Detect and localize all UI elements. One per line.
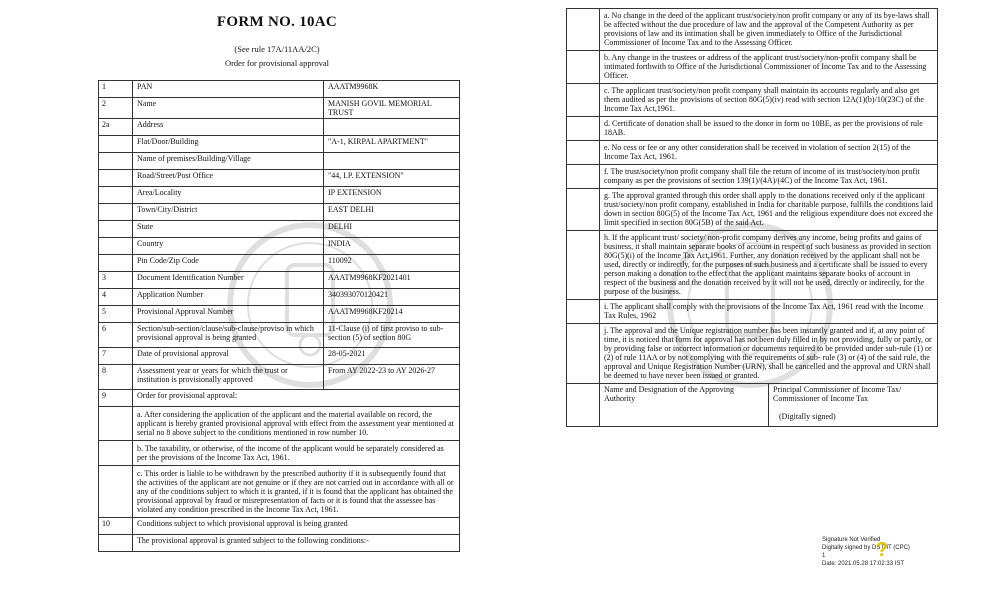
row-number xyxy=(99,170,133,187)
row-number-blank xyxy=(99,407,133,441)
rule-reference: (See rule 17A/11AA/2C) xyxy=(234,44,320,54)
row-value: 11-Clause (i) of first proviso to sub-section (5) of section 80G xyxy=(324,323,460,348)
row-number-blank xyxy=(99,441,133,466)
table-row xyxy=(567,141,938,165)
signature-line: 1 xyxy=(822,553,826,559)
row-number-blank xyxy=(567,117,600,141)
row-label: Name xyxy=(133,98,324,119)
row-label: Date of provisional approval xyxy=(133,348,324,365)
condition-item: e. No cess or fee or any other consideration shall be received in violation of section 2(15) of the Income Tax Act, 1961. xyxy=(600,141,938,165)
table-row xyxy=(567,51,938,84)
table-row xyxy=(99,323,460,348)
table-row xyxy=(99,407,460,441)
condition-item: j. The approval and the Unique registration number has been instantly granted and if, at any point of time, it is noticed that form for approval has not been duly filled in by not providing, fully or partly, or by providing false or incorrect information or documents required to be provided under sub-rule (1) or (2) of rule 11AA or by not complying with the requirements of sub- rule (3) or (4) of the said rule, the approval and Unique Registration Number (URN), shall be cancelled and the approval and URN shall be deemed to have never been issued or granted. xyxy=(600,324,938,384)
condition-item: d. Certificate of donation shall be issued to the donor in form no 10BE, as per the provisions of rule 18AB. xyxy=(600,117,938,141)
table-row xyxy=(99,136,460,153)
row-value: MANISH GOVIL MEMORIAL TRUST xyxy=(324,98,460,119)
table-row xyxy=(99,81,460,98)
table-row xyxy=(99,119,460,136)
row-number xyxy=(99,204,133,221)
condition-item: g. The approval granted through this order shall apply to the donations received only if the applicant trust/society/non profit company, established in India for charitable purpose, fulfills the conditions laid down in section 80G(5) of the Income Tax Act, 1961 and the religious expenditure does not exceed the limit specified in section 80G(5B) of the said Act. xyxy=(600,189,938,231)
row-label: Application Number xyxy=(133,289,324,306)
row-number xyxy=(99,153,133,170)
order-paragraph: b. The taxability, or otherwise, of the income of the applicant would be separately considered as per the provisions of the Income Tax Act, 1961. xyxy=(133,441,460,466)
condition-item: i. The applicant shall comply with the provisions of the Income Tax Act, 1961 read with the Income Tax Rules, 1962 xyxy=(600,300,938,324)
row-value: 28-05-2021 xyxy=(324,348,460,365)
row-value: 110092 xyxy=(324,255,460,272)
row-number: 1 xyxy=(99,81,133,98)
row-label: PAN xyxy=(133,81,324,98)
row-number-blank xyxy=(567,384,600,427)
row-number: 10 xyxy=(99,518,133,535)
row-number xyxy=(99,238,133,255)
signature-date: Date: 2021.05.28 17:02:33 IST xyxy=(822,561,905,567)
row-value: AAATM9968KF2021401 xyxy=(324,272,460,289)
row-value: From AY 2022-23 to AY 2026-27 xyxy=(324,365,460,390)
row-number: 6 xyxy=(99,323,133,348)
row-label: Provisional Approval Number xyxy=(133,306,324,323)
row-number xyxy=(99,187,133,204)
table-row xyxy=(99,306,460,323)
authority-label: Name and Designation of the Approving Authority xyxy=(600,384,769,427)
conditions-intro: The provisional approval is granted subject to the following conditions:- xyxy=(133,535,460,552)
table-row xyxy=(99,518,460,535)
row-number-blank xyxy=(567,84,600,117)
row-value xyxy=(324,119,460,136)
form-title: FORM NO. 10AC xyxy=(216,14,338,30)
row-number: 9 xyxy=(99,390,133,407)
row-number xyxy=(99,255,133,272)
row-label: Name of premises/Building/Village xyxy=(133,153,324,170)
digitally-signed-note: (Digitally signed) xyxy=(779,412,836,421)
row-number-blank xyxy=(99,466,133,518)
row-value: EAST DELHI xyxy=(324,204,460,221)
row-number xyxy=(99,136,133,153)
row-value: "A-1, KIRPAL APARTMENT" xyxy=(324,136,460,153)
row-label: Country xyxy=(133,238,324,255)
table-row xyxy=(567,84,938,117)
row-value: 340393070120421 xyxy=(324,289,460,306)
table-row xyxy=(99,441,460,466)
order-paragraph: c. This order is liable to be withdrawn by the prescribed authority if it is subsequently found that the activities of the applicant are not genuine or if they are not carried out in accordance with all or any of the conditions subject to which it is granted, if it is found that the applicant has obtained the provisional approval by fraud or misrepresentation of facts or it is found that the assessee has violated any condition prescribed in the Income Tax Act, 1961. xyxy=(133,466,460,518)
row-value: IP EXTENSION xyxy=(324,187,460,204)
authority-value-cell xyxy=(769,384,938,427)
table-row xyxy=(99,238,460,255)
row-number: 2 xyxy=(99,98,133,119)
condition-item: h. If the applicant trust/ society/ non-profit company derives any income, being profits and gains of business, it shall maintain separate books of account in respect of such business as provided in section 80G(5)(i) of the Income Tax Act,1961. Further, any donation received by the applicant shall not be used, directly or indirectly, for the purposes of such business and a certificate shall be issued to every person making a donation to the effect that the applicant maintains separate books of account in respect of the business and the donation received by it will not be used, directly or indirectly, for the purpose of the business. xyxy=(600,231,938,300)
table-row xyxy=(99,535,460,552)
row-label: Area/Locality xyxy=(133,187,324,204)
row-number-blank xyxy=(99,535,133,552)
svg-text:?: ? xyxy=(876,539,889,559)
row-label: Conditions subject to which provisional approval is being granted xyxy=(133,518,460,535)
authority-designation: Principal Commissioner of Income Tax/ Commissioner of Income Tax xyxy=(773,385,902,403)
condition-item: c. The applicant trust/society/non profit company shall maintain its accounts regularly and also get them audited as per the provisions of section 80G(5)(iv) read with section 12A(1)(b)/10(23C) of the Income Tax Act,1961. xyxy=(600,84,938,117)
digital-signature-block xyxy=(822,536,910,568)
table-row xyxy=(99,221,460,238)
row-label: Town/City/District xyxy=(133,204,324,221)
row-number-blank xyxy=(567,9,600,51)
row-number: 3 xyxy=(99,272,133,289)
row-label: Section/sub-section/clause/sub-clause/proviso in which provisional approval is being granted xyxy=(133,323,324,348)
signature-status: Signature Not Verified xyxy=(822,537,881,543)
row-number: 5 xyxy=(99,306,133,323)
table-row xyxy=(99,390,460,407)
order-paragraph: a. After considering the application of the applicant and the material available on record, the applicant is hereby granted provisional approval with effect from the assessment year mentioned at serial no 8 above subject to the conditions mentioned in row number 10. xyxy=(133,407,460,441)
table-row xyxy=(99,187,460,204)
row-label: Assessment year or years for which the trust or institution is provisionally approved xyxy=(133,365,324,390)
form-subtitle: Order for provisional approval xyxy=(224,58,330,68)
table-row xyxy=(567,9,938,51)
table-row xyxy=(99,466,460,518)
row-label: Order for provisional approval: xyxy=(133,390,460,407)
table-row xyxy=(99,153,460,170)
table-row xyxy=(567,117,938,141)
table-row xyxy=(567,300,938,324)
row-number: 4 xyxy=(99,289,133,306)
row-value xyxy=(324,153,460,170)
row-number xyxy=(99,221,133,238)
row-value: AAATM9968K xyxy=(324,81,460,98)
row-value: INDIA xyxy=(324,238,460,255)
table-row xyxy=(99,170,460,187)
row-label: Road/Street/Post Office xyxy=(133,170,324,187)
table-row xyxy=(567,324,938,384)
row-number: 7 xyxy=(99,348,133,365)
table-row xyxy=(99,255,460,272)
condition-item: b. Any change in the trustees or address of the applicant trust/society/non-profit company shall be intimated forthwith to Office of the Jurisdictional Commissioner of Income Tax and to the Assessing Officer. xyxy=(600,51,938,84)
table-row xyxy=(99,272,460,289)
row-number: 8 xyxy=(99,365,133,390)
table-row xyxy=(99,98,460,119)
left-page xyxy=(92,0,462,600)
row-label: Flat/Door/Building xyxy=(133,136,324,153)
row-number-blank xyxy=(567,300,600,324)
table-row xyxy=(99,204,460,221)
table-row xyxy=(567,165,938,189)
row-value: AAATM9968KF20214 xyxy=(324,306,460,323)
right-page xyxy=(566,0,938,600)
row-number-blank xyxy=(567,51,600,84)
row-label: Address xyxy=(133,119,324,136)
question-mark-icon xyxy=(870,537,892,559)
row-label: Document Identification Number xyxy=(133,272,324,289)
table-row xyxy=(567,384,938,427)
row-value: DELHI xyxy=(324,221,460,238)
table-row xyxy=(567,189,938,231)
signature-signer: Digitally signed by DS DIT (CPC) xyxy=(822,545,910,551)
table-row xyxy=(99,289,460,306)
details-table xyxy=(98,80,460,552)
table-row xyxy=(567,231,938,300)
row-value: "44, I.P. EXTENSION" xyxy=(324,170,460,187)
condition-item: f. The trust/society/non profit company shall file the return of income of its trust/society/non profit company as per the provisions of section 139(1)/(4A)/(4C) of the Income Tax Act, 1961. xyxy=(600,165,938,189)
row-number-blank xyxy=(567,141,600,165)
row-number-blank xyxy=(567,189,600,231)
condition-item: a. No change in the deed of the applicant trust/society/non profit company or any of its bye-laws shall be affected without the due procedure of law and the approval of the Competent Authority as per provisions of law and its intimation shall be given immediately to Office of the Jurisdictional Commissioner of Income Tax and to the Assessing Officer. xyxy=(600,9,938,51)
row-number-blank xyxy=(567,324,600,384)
row-label: Pin Code/Zip Code xyxy=(133,255,324,272)
conditions-table xyxy=(566,8,938,427)
row-number: 2a xyxy=(99,119,133,136)
table-row xyxy=(99,365,460,390)
table-row xyxy=(99,348,460,365)
row-number-blank xyxy=(567,165,600,189)
row-label: State xyxy=(133,221,324,238)
row-number-blank xyxy=(567,231,600,300)
